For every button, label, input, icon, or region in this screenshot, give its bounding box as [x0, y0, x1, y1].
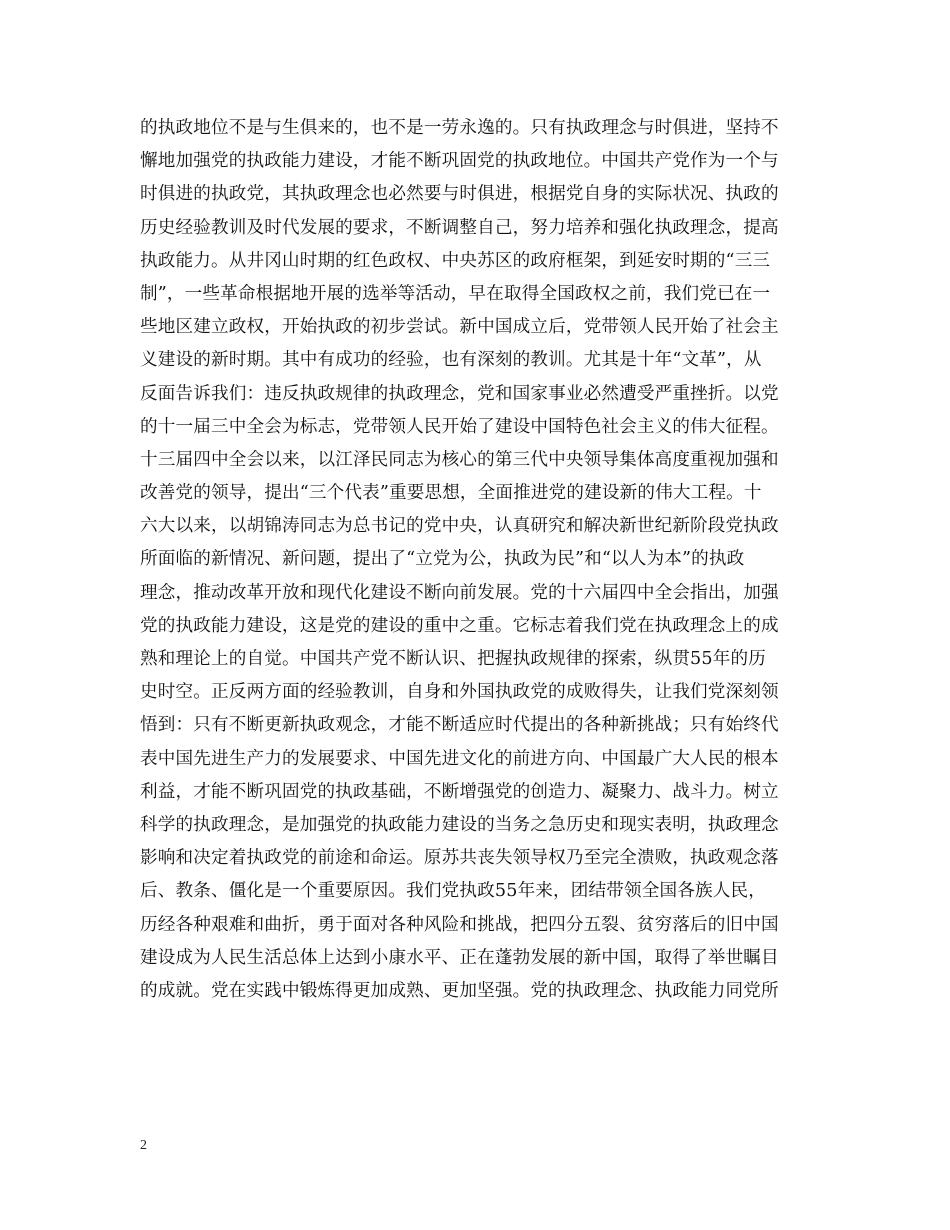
- text-line: 的执政地位不是与生俱来的，也不是一劳永逸的。只有执政理念与时俱进，坚持不: [140, 118, 779, 138]
- text-line: 科学的执政理念，是加强党的执政能力建设的当务之急历史和现实表明，执政理念: [140, 814, 779, 835]
- text-line: 党的执政能力建设，这是党的建设的重中之重。它标志着我们党在执政理念上的成: [140, 615, 779, 636]
- text-line: 历经各种艰难和曲折，勇于面对各种风险和挑战，把四分五裂、贫穷落后的旧中国: [140, 914, 779, 935]
- text-line: 悟到：只有不断更新执政观念，才能不断适应时代提出的各种新挑战；只有始终代: [140, 715, 779, 736]
- text-line: 的成就。党在实践中锻炼得更加成熟、更加坚强。党的执政理念、执政能力同党所: [140, 980, 779, 1001]
- page-number: 2: [140, 1138, 147, 1153]
- text-line: 所面临的新情况、新问题，提出了“立党为公，执政为民”和“以人为本”的执政: [140, 549, 745, 570]
- text-line: 时俱进的执政党，其执政理念也必然要与时俱进，根据党自身的实际状况、执政的: [140, 184, 779, 205]
- text-line: 六大以来，以胡锦涛同志为总书记的党中央，认真研究和解决新世纪新阶段党执政: [140, 516, 779, 537]
- text-line: 改善党的领导，提出“三个代表”重要思想，全面推进党的建设新的伟大工程。十: [140, 483, 762, 504]
- text-line: 的十一届三中全会为标志，党带领人民开始了建设中国特色社会主义的伟大征程。: [140, 416, 779, 437]
- text-line: 执政能力。从井冈山时期的红色政权、中央苏区的政府框架，到延安时期的“三三: [140, 250, 771, 271]
- text-line: 懈地加强党的执政能力建设，才能不断巩固党的执政地位。中国共产党作为一个与: [140, 151, 779, 172]
- text-line: 十三届四中全会以来，以江泽民同志为核心的第三代中央领导集体高度重视加强和: [140, 449, 779, 470]
- text-line: 理念，推动改革开放和现代化建设不断向前发展。党的十六届四中全会指出，加强: [140, 582, 779, 603]
- text-line: 熟和理论上的自觉。中国共产党不断认识、把握执政规律的探索，纵贯55年的历: [140, 649, 766, 669]
- text-line: 史时空。正反两方面的经验教训，自身和外国执政党的成败得失，让我们党深刻领: [140, 682, 779, 703]
- text-line: 建设成为人民生活总体上达到小康水平、正在蓬勃发展的新中国，取得了举世瞩目: [140, 947, 779, 968]
- text-line: 义建设的新时期。其中有成功的经验，也有深刻的教训。尤其是十年“文革”，从: [140, 350, 762, 371]
- text-line: 表中国先进生产力的发展要求、中国先进文化的前进方向、中国最广大人民的根本: [140, 748, 779, 769]
- text-line: 影响和决定着执政党的前途和命运。原苏共丧失领导权乃至完全溃败，执政观念落: [140, 848, 779, 869]
- text-line: 利益，才能不断巩固党的执政基础，不断增强党的创造力、凝聚力、战斗力。树立: [140, 781, 779, 802]
- text-line: 历史经验教训及时代发展的要求，不断调整自己，努力培养和强化执政理念，提高: [140, 217, 779, 238]
- text-line: 些地区建立政权，开始执政的初步尝试。新中国成立后，党带领人民开始了社会主: [140, 317, 779, 338]
- text-line: 反面告诉我们：违反执政规律的执政理念，党和国家事业必然遭受严重挫折。以党: [140, 383, 779, 404]
- text-line: 制”，一些革命根据地开展的选举等活动，早在取得全国政权之前，我们党已在一: [140, 283, 771, 304]
- text-line: 后、教条、僵化是一个重要原因。我们党执政55年来，团结带领全国各族人民，: [140, 881, 766, 902]
- body-paragraph: [140, 112, 812, 1008]
